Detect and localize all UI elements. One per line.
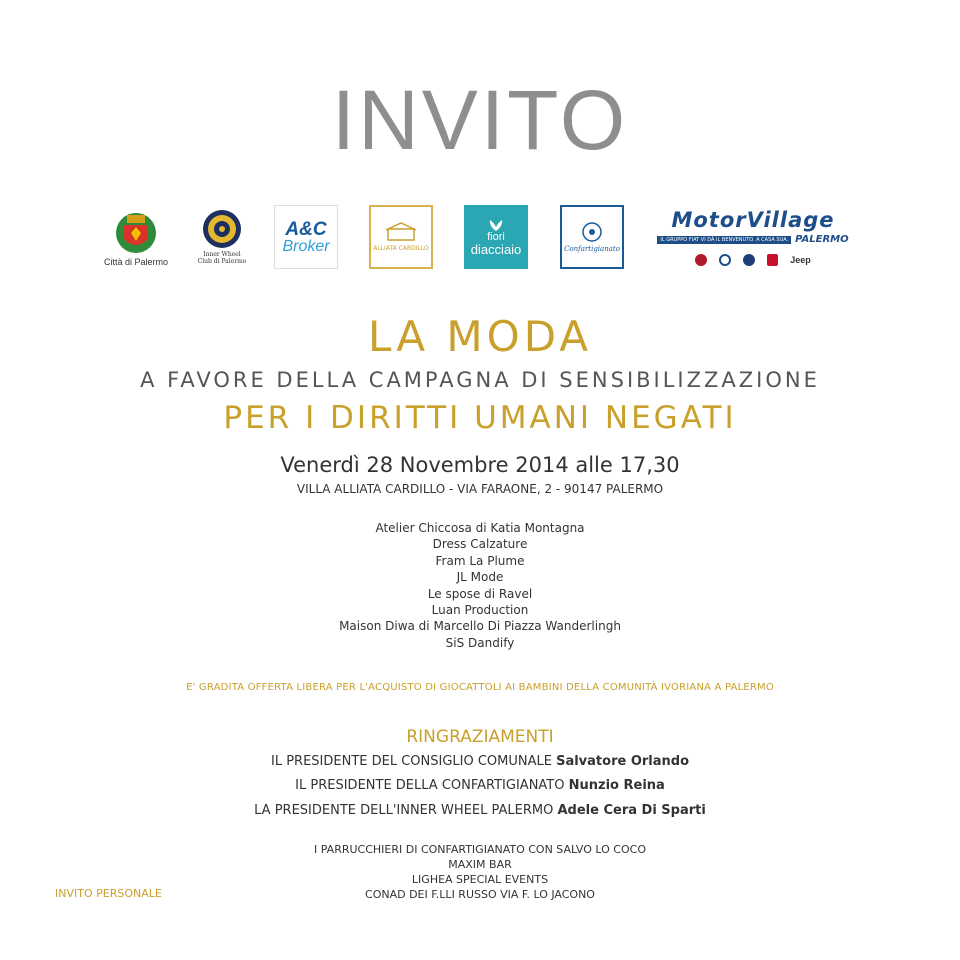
logo-citta-palermo: [100, 205, 172, 269]
citta-caption: Città di Palermo: [103, 256, 169, 267]
logo-motor-village: [643, 203, 863, 273]
thanks-name: Adele Cera Di Sparti: [557, 803, 706, 818]
thanks-title: RINGRAZIAMENTI: [406, 727, 554, 747]
heading-la-moda: LA MODA: [367, 312, 593, 361]
thanks-role: IL PRESIDENTE DELLA CONFARTIGIANATO: [295, 778, 565, 793]
logo-alliata-cardillo: [369, 205, 433, 269]
brand-item: Fram La Plume: [435, 553, 525, 568]
inner-wheel-caption-2: Club di Palermo: [197, 258, 247, 265]
inner-wheel-icon: [201, 208, 243, 250]
alfa-romeo-logo-icon: [719, 254, 731, 266]
sponsor-item: MAXIM BAR: [448, 858, 512, 871]
logo-fiori-acciaio: [464, 205, 528, 269]
brand-item: SiS Dandify: [445, 635, 515, 650]
motor-village-city: PALERMO: [795, 234, 849, 245]
thanks-role: IL PRESIDENTE DEL CONSIGLIO COMUNALE: [270, 754, 552, 769]
thanks-role: LA PRESIDENTE DELL'INNER WHEEL PALERMO: [254, 803, 554, 818]
personal-invite-note: INVITO PERSONALE: [55, 887, 162, 900]
offer-note: E' GRADITA OFFERTA LIBERA PER L'ACQUISTO DI GIOCATTOLI AI BAMBINI DELLA COMUNITÀ IVORIANA A PALERMO: [186, 682, 774, 693]
inner-wheel-caption-1: Inner Wheel: [203, 251, 241, 259]
villa-icon: [384, 222, 418, 242]
thanks-line: [0, 754, 960, 769]
event-date: Venerdì 28 Novembre 2014 alle 17,30: [280, 453, 680, 477]
logo-ac-broker: [274, 205, 338, 269]
ac-broker-top: A&C: [285, 218, 327, 240]
motor-village-tagline: IL GRUPPO FIAT VI DÀ IL BENVENUTO. A CASA SUA.: [657, 236, 791, 244]
brand-item: Le spose di Ravel: [427, 586, 533, 601]
palermo-crest-icon: [111, 207, 161, 255]
confart-caption: Confartigianato: [564, 245, 620, 253]
event-address: VILLA ALLIATA CARDILLO - VIA FARAONE, 2 - 90147 PALERMO: [296, 482, 664, 496]
ac-broker-bottom: Broker: [282, 237, 330, 255]
fiori-bottom: diacciaio: [470, 242, 522, 257]
sponsor-item: I PARRUCCHIERI DI CONFARTIGIANATO CON SALVO LO COCO: [314, 843, 646, 856]
heading-campagna: A FAVORE DELLA CAMPAGNA DI SENSIBILIZZAZIONE: [140, 368, 820, 392]
brand-item: JL Mode: [456, 570, 504, 585]
sponsor-item: LIGHEA SPECIAL EVENTS: [411, 873, 549, 886]
abarth-logo-icon: [767, 254, 778, 266]
jeep-logo: Jeep: [790, 255, 811, 265]
brand-item: Luan Production: [431, 603, 529, 618]
brand-item: Dress Calzature: [432, 537, 528, 552]
thanks-line: [0, 803, 960, 818]
lancia-logo-icon: [743, 254, 755, 266]
brands-list: [0, 520, 960, 651]
heading-diritti: PER I DIRITTI UMANI NEGATI: [223, 400, 737, 436]
fiat-logo-icon: [695, 254, 707, 266]
sponsor-item: CONAD DEI F.LLI RUSSO VIA F. LO JACONO: [365, 888, 595, 901]
logo-inner-wheel: [186, 205, 258, 269]
motor-village-title: MotorVillage: [671, 208, 835, 232]
fiori-top: fiori: [487, 231, 505, 243]
confartigianato-icon: [581, 221, 603, 243]
brand-item: Maison Diwa di Marcello Di Piazza Wanderlingh: [339, 619, 621, 634]
logo-confartigianato: [560, 205, 624, 269]
brand-item: Atelier Chiccosa di Katia Montagna: [375, 521, 585, 535]
thanks-name: Salvatore Orlando: [556, 754, 690, 769]
invitation-title: INVITO: [331, 73, 629, 167]
thanks-line: [0, 778, 960, 793]
alliata-caption: ALLIATA CARDILLO: [373, 245, 429, 252]
flower-icon: [487, 218, 505, 232]
thanks-name: Nunzio Reina: [568, 778, 665, 793]
